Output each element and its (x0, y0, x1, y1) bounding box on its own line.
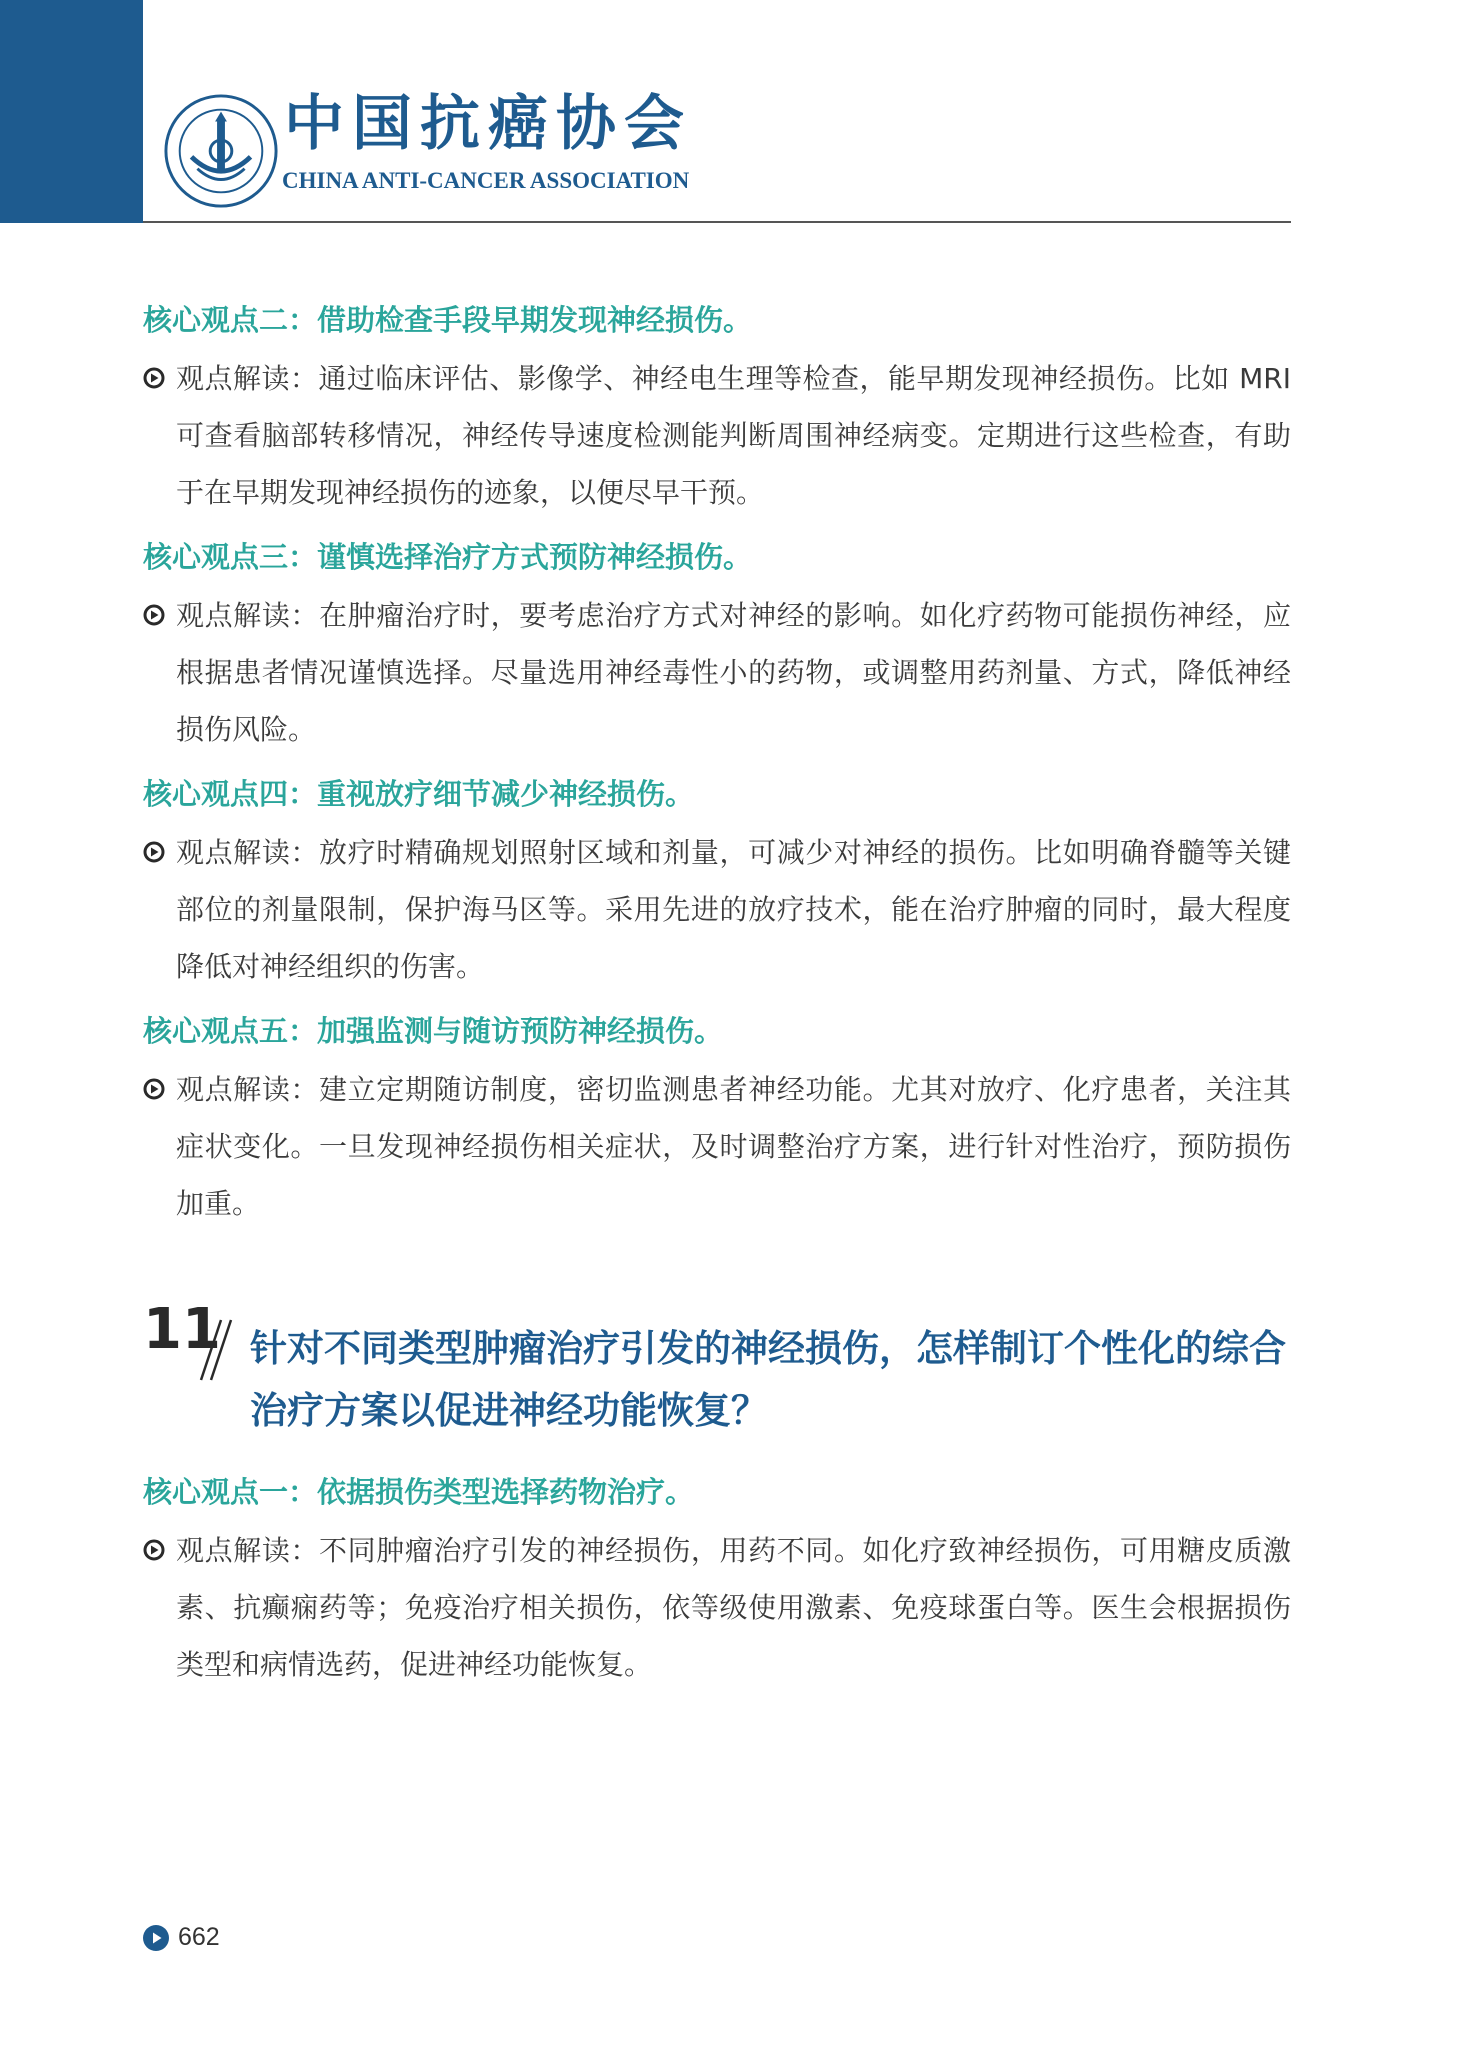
bullet-play-icon (143, 1539, 165, 1561)
core-point-heading: 核心观点三：谨慎选择治疗方式预防神经损伤。 (143, 540, 753, 574)
core-point-body-text: 观点解读：不同肿瘤治疗引发的神经损伤，用药不同。如化疗致神经损伤，可用糖皮质激素、抗癫痫药等；免疫治疗相关损伤，依等级使用激素、免疫球蛋白等。医生会根据损伤类型和病情选药，促进神经功能恢复。 (176, 1534, 1291, 1681)
question-number: 11 (143, 1297, 221, 1362)
question-title: 针对不同类型肿瘤治疗引发的神经损伤，怎样制订个性化的综合治疗方案以促进神经功能恢复？ (250, 1327, 1286, 1432)
question-heading (143, 1297, 1291, 1432)
core-point-body-text: 观点解读：在肿瘤治疗时，要考虑治疗方式对神经的影响。如化疗药物可能损伤神经，应根据患者情况谨慎选择。尽量选用神经毒性小的药物，或调整用药剂量、方式，降低神经损伤风险。 (176, 599, 1291, 746)
core-point-body-text: 观点解读：建立定期随访制度，密切监测患者神经功能。尤其对放疗、化疗患者，关注其症状变化。一旦发现神经损伤相关症状，及时调整治疗方案，进行针对性治疗，预防损伤加重。 (176, 1073, 1291, 1220)
core-point-5 (143, 1011, 1291, 1232)
header-divider (143, 221, 1291, 223)
core-point-3 (143, 537, 1291, 758)
bullet-play-icon (143, 367, 165, 389)
core-point-body (143, 587, 1291, 758)
association-logo (162, 92, 280, 210)
core-point-heading: 核心观点二：借助检查手段早期发现神经损伤。 (143, 303, 753, 337)
core-point-2 (143, 300, 1291, 521)
core-point-body-text: 观点解读：放疗时精确规划照射区域和剂量，可减少对神经的损伤。比如明确脊髓等关键部位的剂量限制，保护海马区等。采用先进的放疗技术，能在治疗肿瘤的同时，最大程度降低对神经组织的伤害。 (176, 836, 1291, 983)
core-point-heading: 核心观点四：重视放疗细节减少神经损伤。 (143, 777, 695, 811)
bullet-play-icon (143, 841, 165, 863)
core-point-1 (143, 1472, 1291, 1693)
core-point-body (143, 824, 1291, 995)
core-point-body (143, 1522, 1291, 1693)
page-number: 662 (178, 1923, 220, 1951)
core-point-heading: 核心观点五：加强监测与随访预防神经损伤。 (143, 1014, 724, 1048)
core-point-body (143, 1061, 1291, 1232)
double-slash-icon (195, 1318, 235, 1384)
core-point-4 (143, 774, 1291, 995)
page-content (143, 300, 1291, 1709)
header-color-block (0, 0, 143, 223)
bullet-play-icon (143, 1078, 165, 1100)
core-point-body-text: 观点解读：通过临床评估、影像学、神经电生理等检查，能早期发现神经损伤。比如 MRI 可查看脑部转移情况，神经传导速度检测能判断周围神经病变。定期进行这些检查，有助于在早期发现神经损伤的迹象，以便尽早干预。 (176, 362, 1291, 509)
play-icon (143, 1925, 169, 1951)
bullet-play-icon (143, 604, 165, 626)
org-name-en: CHINA ANTI-CANCER ASSOCIATION (282, 168, 690, 193)
core-point-heading: 核心观点一：依据损伤类型选择药物治疗。 (143, 1475, 695, 1509)
core-point-body (143, 350, 1291, 521)
org-name-cn: 中国抗癌协会 (284, 89, 692, 159)
